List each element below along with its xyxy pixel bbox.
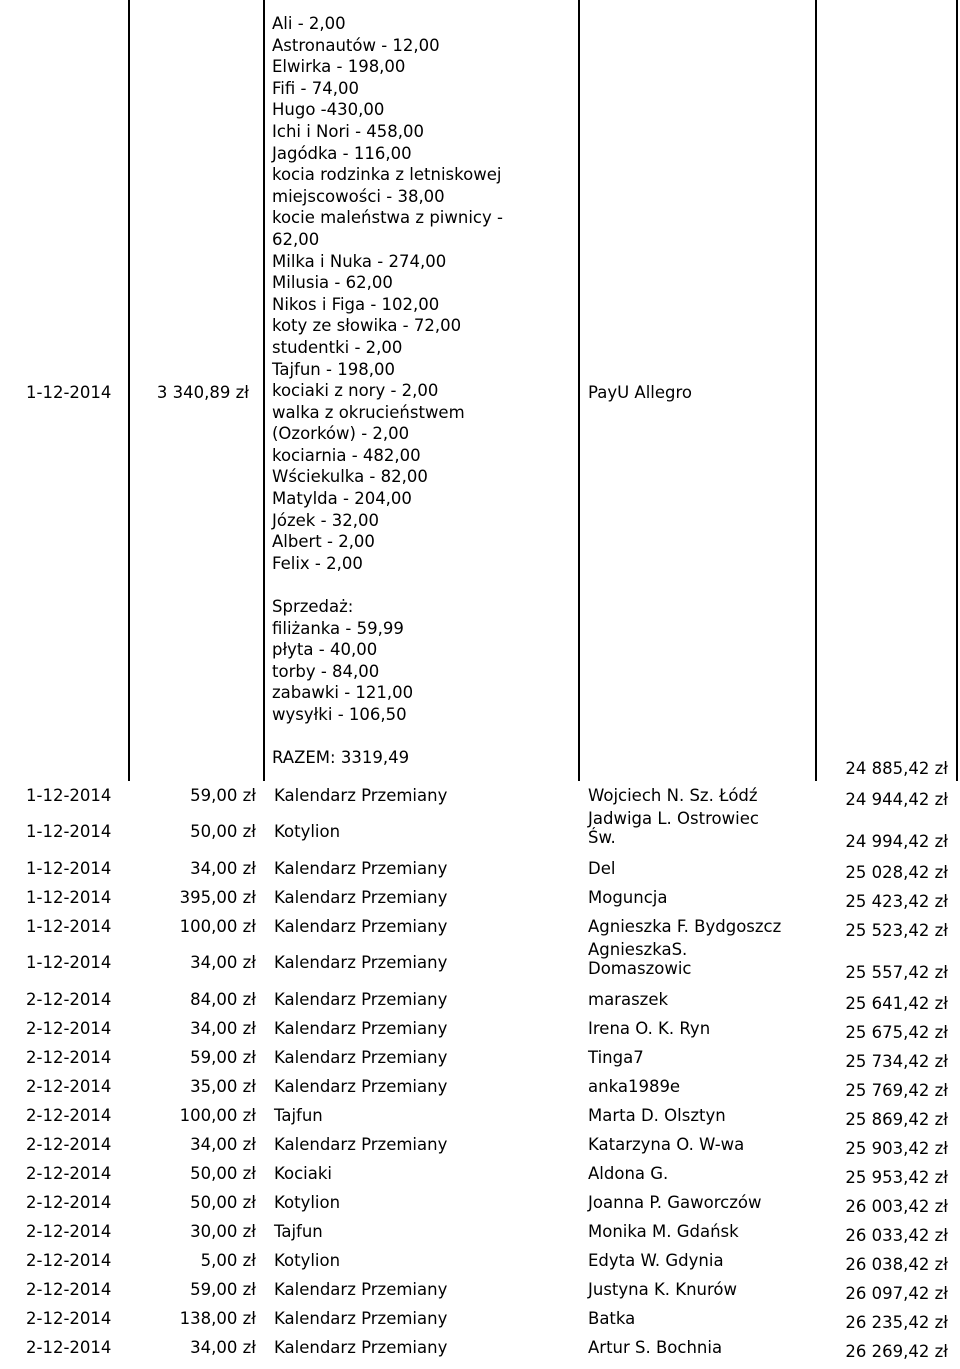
row-description: Kalendarz Przemiany — [274, 1280, 448, 1299]
table-row — [0, 1246, 960, 1275]
row-description: Kociaki — [274, 1164, 332, 1183]
table-row — [0, 810, 960, 854]
breakdown-line: płyta - 40,00 — [272, 640, 378, 660]
row-donor: Monika M. Gdańsk — [588, 1222, 739, 1241]
row-description: Kalendarz Przemiany — [274, 859, 448, 878]
row-date: 2-12-2014 — [26, 1048, 112, 1067]
breakdown-line: wysyłki - 106,50 — [272, 705, 407, 724]
table-row — [0, 1188, 960, 1217]
table-row — [0, 941, 960, 985]
table-row — [0, 1333, 960, 1362]
row-date: 2-12-2014 — [26, 1106, 112, 1125]
row-amount: 100,00 zł — [179, 1106, 256, 1125]
table-row — [0, 883, 960, 912]
breakdown-line: studentki - 2,00 — [272, 337, 403, 357]
breakdown-spacer — [272, 574, 503, 596]
breakdown-line: Józek - 32,00 — [272, 510, 380, 530]
row-balance: 25 869,42 zł — [845, 1110, 948, 1129]
breakdown-line: Matylda - 204,00 — [272, 489, 412, 509]
breakdown-spacer — [272, 726, 503, 748]
row-date: 2-12-2014 — [26, 1222, 112, 1241]
breakdown-line: koty ze słowika - 72,00 — [272, 316, 462, 336]
row-donor: Del — [588, 859, 616, 878]
breakdown-line: Milka i Nuka - 274,00 — [272, 251, 447, 271]
row-description: Kalendarz Przemiany — [274, 888, 448, 907]
row-amount: 59,00 zł — [190, 786, 256, 805]
row-donor: Edyta W. Gdynia — [588, 1251, 724, 1270]
row-amount: 138,00 zł — [179, 1309, 256, 1328]
row-amount: 34,00 zł — [190, 1338, 256, 1357]
row-balance: 26 033,42 zł — [845, 1226, 948, 1245]
breakdown-line: Ichi i Nori - 458,00 — [272, 121, 425, 141]
row-amount: 5,00 zł — [200, 1251, 256, 1270]
row-description: Kalendarz Przemiany — [274, 1019, 448, 1038]
row-date: 2-12-2014 — [26, 1251, 112, 1270]
row-description: Kalendarz Przemiany — [274, 1077, 448, 1096]
row-description: Kalendarz Przemiany — [274, 1309, 448, 1328]
breakdown-line: kocie maleństwa z piwnicy - — [272, 208, 503, 228]
row-balance: 25 423,42 zł — [845, 892, 948, 911]
breakdown-line: Astronautów - 12,00 — [272, 35, 440, 55]
table-row — [0, 1130, 960, 1159]
row-amount: 100,00 zł — [179, 917, 256, 936]
row-balance: 26 003,42 zł — [845, 1197, 948, 1216]
table-row — [0, 985, 960, 1014]
row-amount: 50,00 zł — [190, 1193, 256, 1212]
top-entry-amount: 3 340,89 zł — [156, 383, 249, 402]
row-donor: maraszek — [588, 990, 669, 1009]
breakdown-line: zabawki - 121,00 — [272, 683, 414, 703]
row-donor: Moguncja — [588, 888, 668, 907]
row-balance: 26 097,42 zł — [845, 1284, 948, 1303]
row-donor: Justyna K. Knurów — [588, 1280, 738, 1299]
row-amount: 50,00 zł — [190, 1164, 256, 1183]
row-amount: 34,00 zł — [190, 859, 256, 878]
table-row — [0, 781, 960, 810]
breakdown-line: Sprzedaż: — [272, 597, 354, 617]
row-description: Tajfun — [274, 1222, 323, 1241]
row-date: 2-12-2014 — [26, 1193, 112, 1212]
row-date: 1-12-2014 — [26, 822, 112, 841]
row-date: 2-12-2014 — [26, 1338, 112, 1357]
transactions-table — [0, 781, 960, 1362]
row-date: 1-12-2014 — [26, 953, 112, 972]
breakdown-line: kocia rodzinka z letniskowej — [272, 165, 502, 185]
table-row — [0, 854, 960, 883]
breakdown-line: Jagódka - 116,00 — [272, 143, 412, 163]
row-description: Kalendarz Przemiany — [274, 917, 448, 936]
row-donor: Joanna P. Gaworczów — [588, 1193, 762, 1212]
table-row — [0, 1072, 960, 1101]
row-donor: Marta D. Olsztyn — [588, 1106, 726, 1125]
breakdown-line: Fifi - 74,00 — [272, 78, 359, 98]
row-date: 1-12-2014 — [26, 917, 112, 936]
table-row — [0, 1043, 960, 1072]
row-donor: AgnieszkaS. Domaszowic — [588, 940, 692, 978]
row-amount: 30,00 zł — [190, 1222, 256, 1241]
breakdown-line: Ali - 2,00 — [272, 14, 346, 33]
row-description: Kalendarz Przemiany — [274, 786, 448, 805]
table-row — [0, 1275, 960, 1304]
row-description: Kotylion — [274, 822, 341, 841]
top-entry-balance: 24 885,42 zł — [845, 759, 948, 778]
row-balance: 25 953,42 zł — [845, 1168, 948, 1187]
breakdown-line: filiżanka - 59,99 — [272, 618, 404, 638]
row-description: Kalendarz Przemiany — [274, 1048, 448, 1067]
row-date: 1-12-2014 — [26, 859, 112, 878]
row-balance: 25 557,42 zł — [845, 963, 948, 982]
breakdown-line: Felix - 2,00 — [272, 553, 363, 573]
table-row — [0, 1304, 960, 1333]
row-date: 2-12-2014 — [26, 1164, 112, 1183]
row-balance: 24 944,42 zł — [845, 790, 948, 809]
row-donor: Irena O. K. Ryn — [588, 1019, 711, 1038]
row-donor: anka1989e — [588, 1077, 681, 1096]
row-amount: 50,00 zł — [190, 822, 256, 841]
row-date: 2-12-2014 — [26, 1280, 112, 1299]
breakdown-line: Wściekulka - 82,00 — [272, 467, 428, 487]
row-amount: 395,00 zł — [179, 888, 256, 907]
row-balance: 25 028,42 zł — [845, 863, 948, 882]
row-date: 2-12-2014 — [26, 1077, 112, 1096]
row-date: 2-12-2014 — [26, 1309, 112, 1328]
row-amount: 34,00 zł — [190, 953, 256, 972]
row-description: Kalendarz Przemiany — [274, 990, 448, 1009]
row-date: 1-12-2014 — [26, 786, 112, 805]
breakdown-line: Nikos i Figa - 102,00 — [272, 294, 440, 314]
breakdown-line: (Ozorków) - 2,00 — [272, 424, 410, 444]
top-entry-date: 1-12-2014 — [26, 383, 112, 402]
row-amount: 35,00 zł — [190, 1077, 256, 1096]
breakdown-line: Tajfun - 198,00 — [272, 359, 395, 379]
row-donor: Agnieszka F. Bydgoszcz — [588, 917, 782, 936]
table-row — [0, 1217, 960, 1246]
breakdown-line: torby - 84,00 — [272, 661, 380, 681]
breakdown-line: kociarnia - 482,00 — [272, 445, 421, 465]
row-balance: 25 523,42 zł — [845, 921, 948, 940]
table-row — [0, 1159, 960, 1188]
row-date: 2-12-2014 — [26, 1019, 112, 1038]
breakdown-line: Albert - 2,00 — [272, 532, 375, 552]
row-donor: Katarzyna O. W-wa — [588, 1135, 745, 1154]
row-description: Tajfun — [274, 1106, 323, 1125]
top-entry-source: PayU Allegro — [588, 383, 693, 402]
row-amount: 59,00 zł — [190, 1048, 256, 1067]
row-donor: Aldona G. — [588, 1164, 669, 1183]
row-donor: Wojciech N. Sz. Łódź — [588, 786, 758, 805]
row-amount: 34,00 zł — [190, 1019, 256, 1038]
row-donor: Batka — [588, 1309, 636, 1328]
row-balance: 26 038,42 zł — [845, 1255, 948, 1274]
row-balance: 26 235,42 zł — [845, 1313, 948, 1332]
row-balance: 25 641,42 zł — [845, 994, 948, 1013]
row-donor: Tinga7 — [588, 1048, 644, 1067]
row-amount: 34,00 zł — [190, 1135, 256, 1154]
table-row — [0, 912, 960, 941]
row-description: Kalendarz Przemiany — [274, 1338, 448, 1357]
breakdown-line: 62,00 — [272, 229, 320, 249]
row-donor: Jadwiga L. Ostrowiec Św. — [588, 809, 759, 847]
row-date: 2-12-2014 — [26, 1135, 112, 1154]
breakdown-line: walka z okrucieństwem — [272, 402, 465, 422]
table-row — [0, 1014, 960, 1043]
row-description: Kalendarz Przemiany — [274, 1135, 448, 1154]
row-description: Kotylion — [274, 1251, 341, 1270]
row-donor: Artur S. Bochnia — [588, 1338, 723, 1357]
row-description: Kalendarz Przemiany — [274, 953, 448, 972]
top-entry-breakdown-list — [272, 13, 503, 769]
breakdown-line: Hugo -430,00 — [272, 100, 385, 120]
breakdown-line: RAZEM: 3319,49 — [272, 748, 410, 768]
row-balance: 26 269,42 zł — [845, 1342, 948, 1361]
row-description: Kotylion — [274, 1193, 341, 1212]
row-amount: 59,00 zł — [190, 1280, 256, 1299]
breakdown-line: kociaki z nory - 2,00 — [272, 381, 439, 401]
table-row — [0, 1101, 960, 1130]
row-amount: 84,00 zł — [190, 990, 256, 1009]
breakdown-line: Elwirka - 198,00 — [272, 57, 406, 77]
row-balance: 25 903,42 zł — [845, 1139, 948, 1158]
row-date: 1-12-2014 — [26, 888, 112, 907]
row-balance: 25 734,42 zł — [845, 1052, 948, 1071]
row-balance: 25 769,42 zł — [845, 1081, 948, 1100]
breakdown-line: miejscowości - 38,00 — [272, 186, 445, 206]
row-date: 2-12-2014 — [26, 990, 112, 1009]
row-balance: 24 994,42 zł — [845, 832, 948, 851]
breakdown-line: Milusia - 62,00 — [272, 273, 393, 293]
row-balance: 25 675,42 zł — [845, 1023, 948, 1042]
